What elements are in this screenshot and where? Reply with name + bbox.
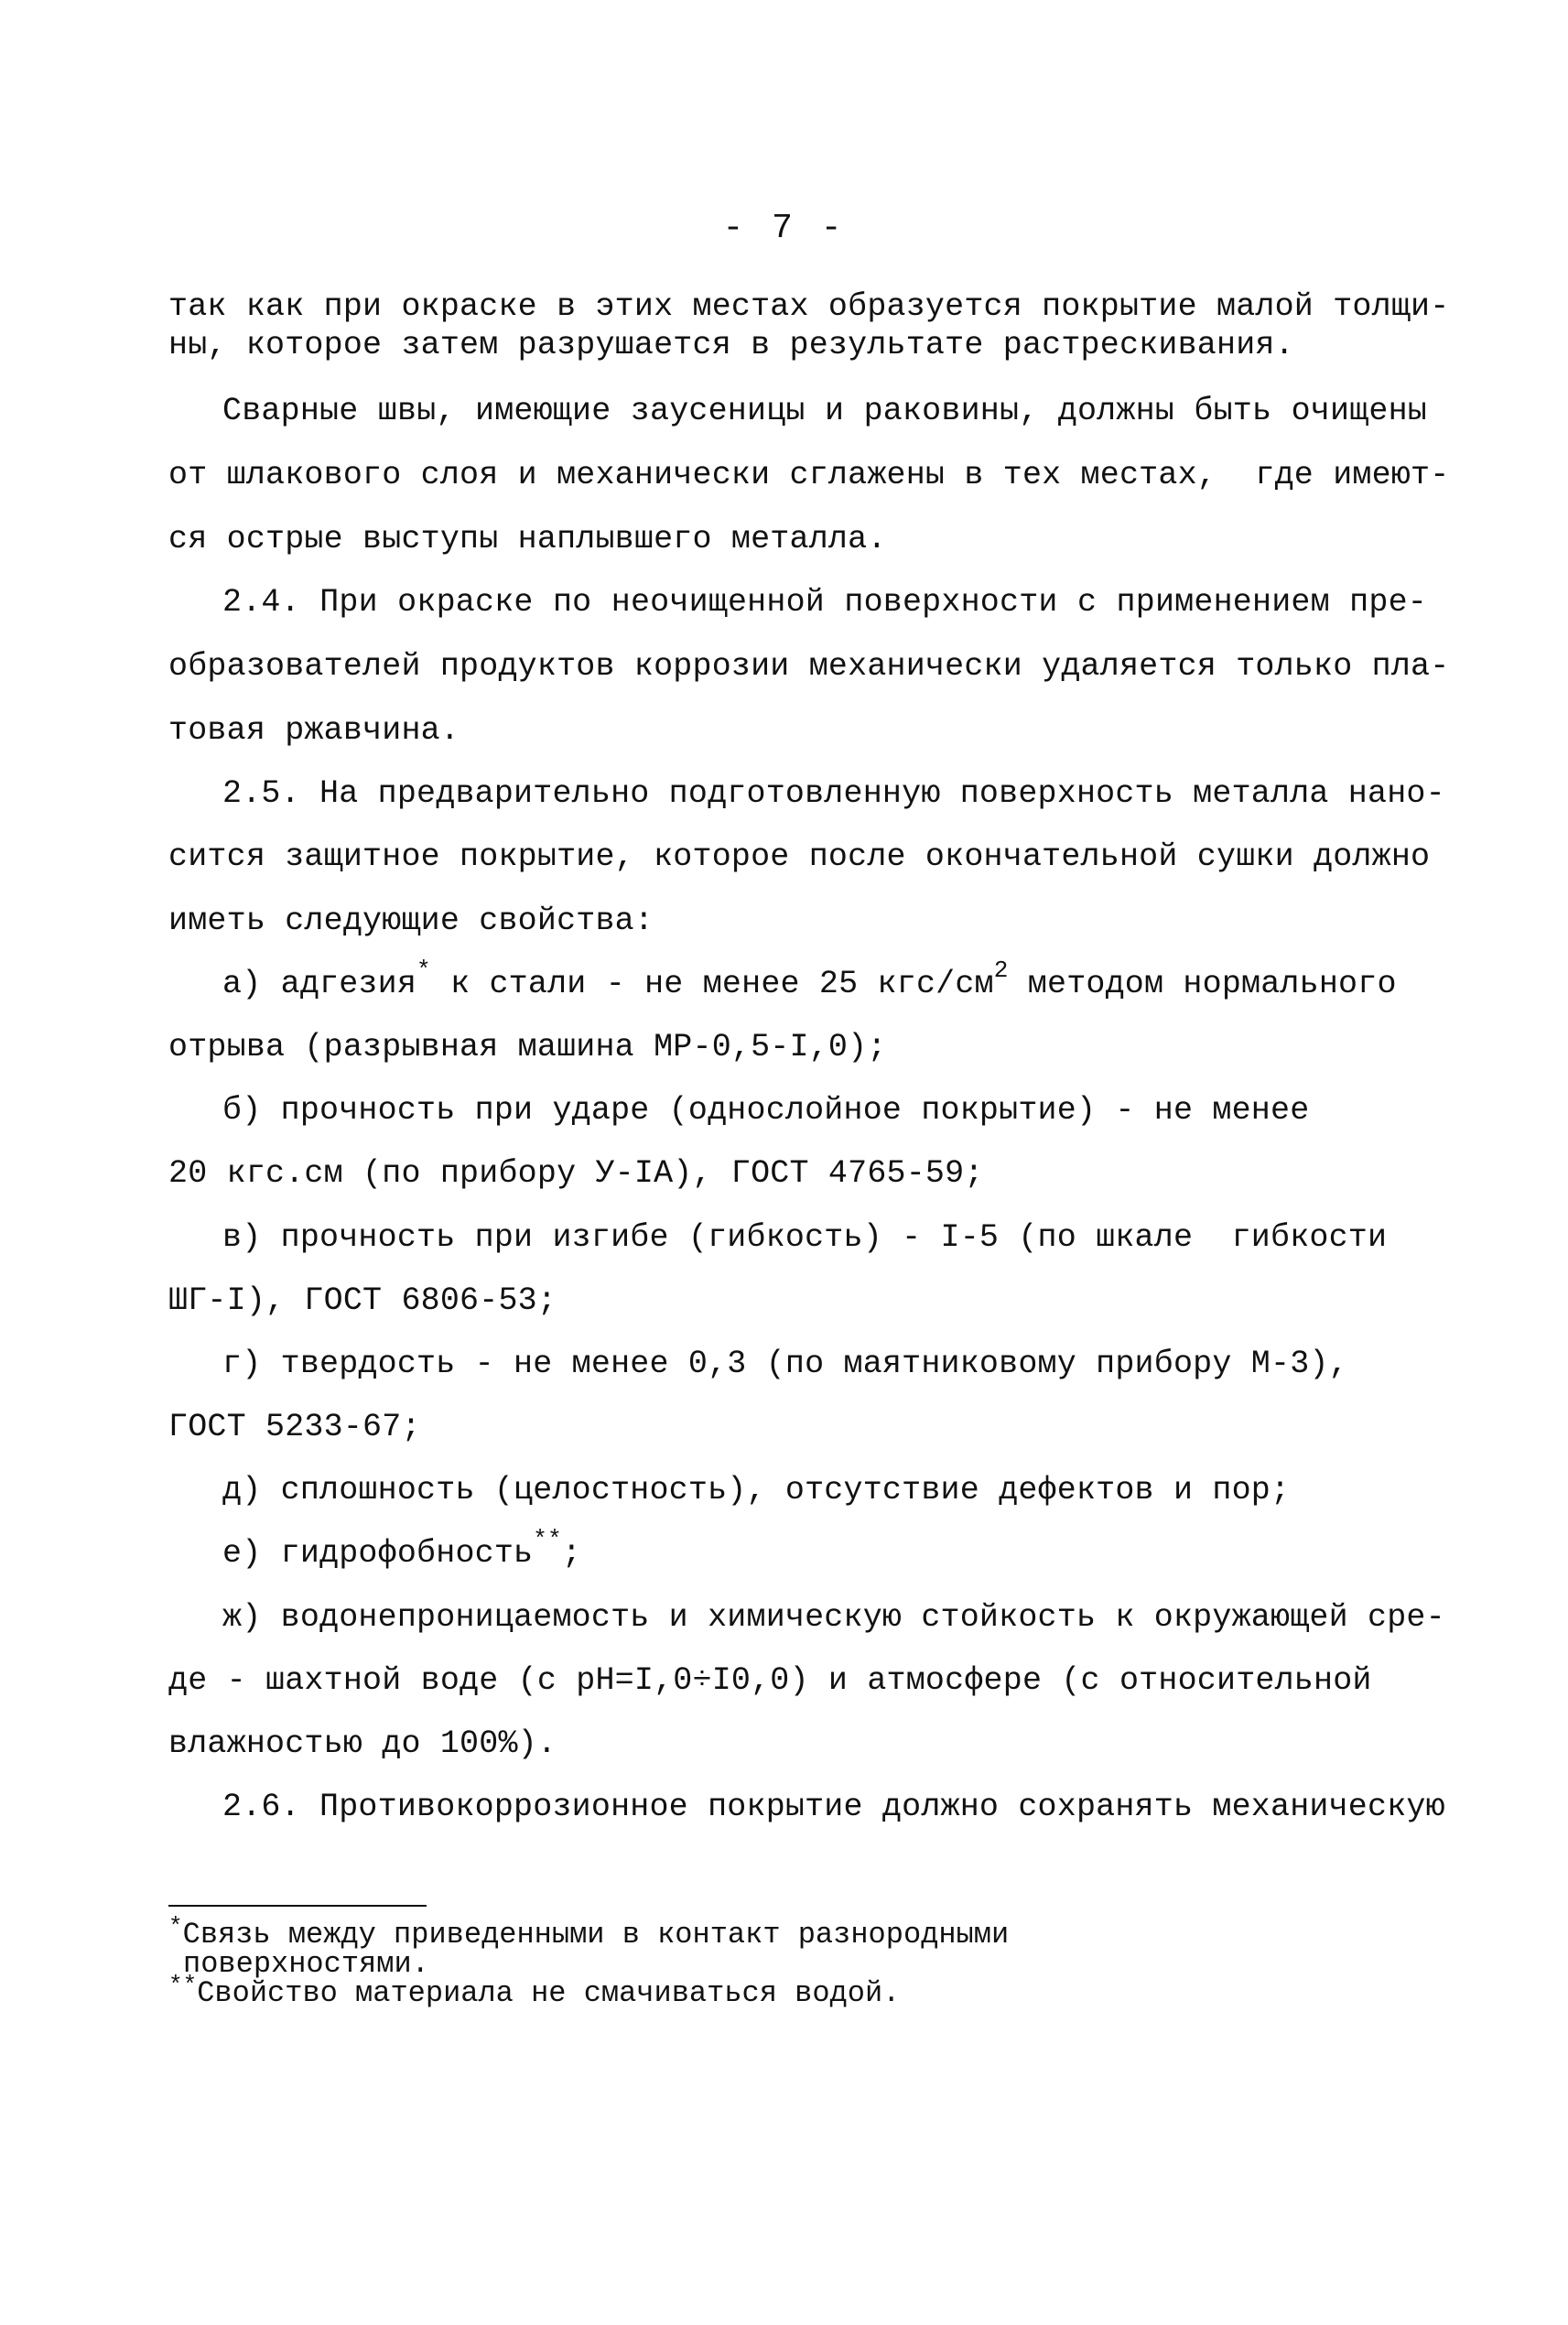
text-line: влажностью до 100%). — [168, 1725, 557, 1762]
text-line: товая ржавчина. — [168, 712, 460, 749]
text-line: ж) водонепроницаемость и химическую стойкость к окружающей сре- — [222, 1599, 1445, 1636]
text-line: ны, которое затем разрушается в результате растрескивания. — [168, 327, 1294, 363]
footnote-divider — [168, 1905, 427, 1907]
text-line: б) прочность при ударе (однослойное покрытие) - не менее — [222, 1092, 1310, 1129]
text-line: образователей продуктов коррозии механически удаляется только пла- — [168, 648, 1450, 685]
text-line: 2.4. При окраске по неочищенной поверхности с применением пре- — [222, 584, 1427, 621]
footnote-1-mark: * — [168, 1913, 183, 1941]
text-line: ШГ-I), ГОСТ 6806-53; — [168, 1282, 557, 1319]
footnote-1-text: Связь между приведенными в контакт разнородными — [182, 1918, 1010, 1952]
footnote-2-text: Свойство материала не смачиваться водой. — [197, 1976, 901, 2010]
text-line: 2.5. На предварительно подготовленную поверхность металла нано- — [222, 775, 1445, 812]
item-a-text-end: методом нормального — [1008, 966, 1397, 1002]
text-line: ся острые выступы наплывшего металла. — [168, 521, 887, 557]
footnote-2-mark: ** — [168, 1972, 198, 1999]
item-a-text-start: а) адгезия — [222, 966, 417, 1002]
text-line: от шлакового слоя и механически сглажены в тех местах, где имеют- — [168, 457, 1450, 493]
text-line: де - шахтной воде (с pH=I,0÷I0,0) и атмосфере (с относительной — [168, 1662, 1372, 1699]
footnote-2 — [168, 1972, 901, 2011]
item-e-text: е) гидрофобность — [222, 1535, 534, 1572]
superscript-2: 2 — [993, 957, 1009, 985]
text-line: сится защитное покрытие, которое после окончательной сушки должно — [168, 838, 1431, 875]
list-item-e — [222, 1526, 582, 1573]
footnote-mark-2: ** — [533, 1526, 562, 1554]
text-line: 20 кгс.см (по прибору У-IA), ГОСТ 4765-59; — [168, 1155, 984, 1192]
text-line: в) прочность при изгибе (гибкость) - I-5 (по шкале гибкости — [222, 1219, 1388, 1256]
text-line: 2.6. Противокоррозионное покрытие должно сохранять механическую — [222, 1789, 1445, 1825]
item-e-text-end: ; — [561, 1535, 582, 1572]
page-number: - 7 - — [722, 209, 846, 248]
text-line: д) сплошность (целостность), отсутствие дефектов и пор; — [222, 1472, 1291, 1509]
text-line: Сварные швы, имеющие заусеницы и раковины, должны быть очищены — [222, 393, 1427, 429]
text-line: иметь следующие свойства: — [168, 903, 654, 939]
list-item-a — [222, 957, 1397, 1004]
footnote-1-continuation: поверхностями. — [183, 1947, 429, 1981]
footnote-mark-1: * — [416, 957, 431, 985]
text-line: г) твердость - не менее 0,3 (по маятниковому прибору М-3), — [222, 1346, 1348, 1382]
text-line: ГОСТ 5233-67; — [168, 1409, 421, 1445]
item-a-text-middle: к стали - не менее 25 кгс/см — [430, 966, 994, 1002]
text-line: так как при окраске в этих местах образуется покрытие малой толщи- — [168, 288, 1450, 325]
text-line: отрыва (разрывная машина МР-0,5-I,0); — [168, 1029, 887, 1065]
